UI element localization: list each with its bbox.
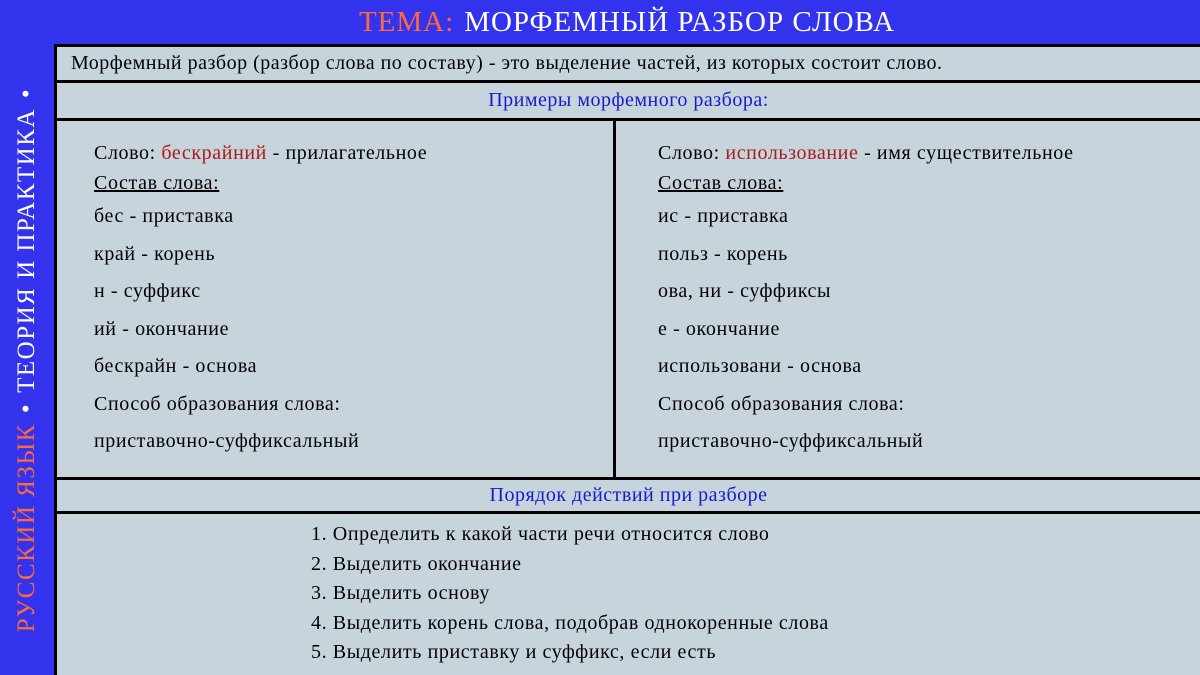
content-panel <box>54 44 1200 675</box>
procedure-steps <box>311 520 1200 668</box>
step-item: 5. Выделить приставку и суффикс, если есть <box>311 641 717 663</box>
root-line: край - корень <box>94 242 216 265</box>
part-of-speech: - прилагательное <box>272 142 428 164</box>
definition-text: Морфемный разбор (разбор слова по составу) - это выделение частей, из которых состоит слово. <box>71 52 943 74</box>
section-label: ТЕОРИЯ И ПРАКТИКА <box>13 108 40 393</box>
ending-line: е - окончание <box>658 317 780 340</box>
procedure-heading-row <box>57 480 1200 514</box>
examples-heading: Примеры морфемного разбора: <box>488 89 769 111</box>
word-label: Слово: <box>658 142 720 164</box>
prefix-line: бес - приставка <box>94 205 234 227</box>
formation-label: Способ образования слова: <box>658 392 905 415</box>
definition-row <box>57 47 1200 83</box>
word-label: Слово: <box>94 142 156 164</box>
part-of-speech: - имя существительное <box>864 142 1074 164</box>
side-banner-text <box>13 78 41 632</box>
stem-line: использовани - основа <box>658 355 862 377</box>
ending-line: ий - окончание <box>94 317 230 340</box>
step-item: 1. Определить к какой части речи относится слово <box>311 523 770 545</box>
stem-line: бескрайн - основа <box>94 355 258 377</box>
example-left <box>57 121 616 477</box>
topic-title: МОРФЕМНЫЙ РАЗБОР СЛОВА <box>464 5 896 38</box>
formation-value: приставочно-суффиксальный <box>94 430 360 452</box>
example-word: бескрайний <box>161 142 267 164</box>
topic-label: ТЕМА: <box>358 5 455 38</box>
word-line <box>658 138 1200 168</box>
formation-value: приставочно-суффиксальный <box>658 430 924 452</box>
composition-label: Состав слова: <box>658 172 784 194</box>
suffix-line: н - суффикс <box>94 280 201 302</box>
examples-table <box>57 121 1200 480</box>
prefix-line: ис - приставка <box>658 205 789 227</box>
procedure-heading: Порядок действий при разборе <box>489 484 768 506</box>
page-title <box>54 0 1200 44</box>
separator-dot: • <box>13 402 40 414</box>
composition-line <box>94 168 613 198</box>
formation-label: Способ образования слова: <box>94 392 341 415</box>
side-banner <box>0 0 54 675</box>
step-item: 3. Выделить основу <box>311 582 491 604</box>
examples-heading-row <box>57 83 1200 121</box>
composition-label: Состав слова: <box>94 172 220 194</box>
example-word: использование <box>725 142 859 164</box>
separator-dot-end: • <box>13 87 40 99</box>
step-item: 4. Выделить корень слова, подобрав однокоренные слова <box>311 611 829 634</box>
subject-label: РУССКИЙ ЯЗЫК <box>13 423 40 633</box>
step-item: 2. Выделить окончание <box>311 552 522 575</box>
suffix-line: ова, ни - суффиксы <box>658 280 832 302</box>
word-line <box>94 138 613 168</box>
root-line: польз - корень <box>658 242 788 265</box>
composition-line <box>658 168 1200 198</box>
example-right <box>616 121 1200 477</box>
